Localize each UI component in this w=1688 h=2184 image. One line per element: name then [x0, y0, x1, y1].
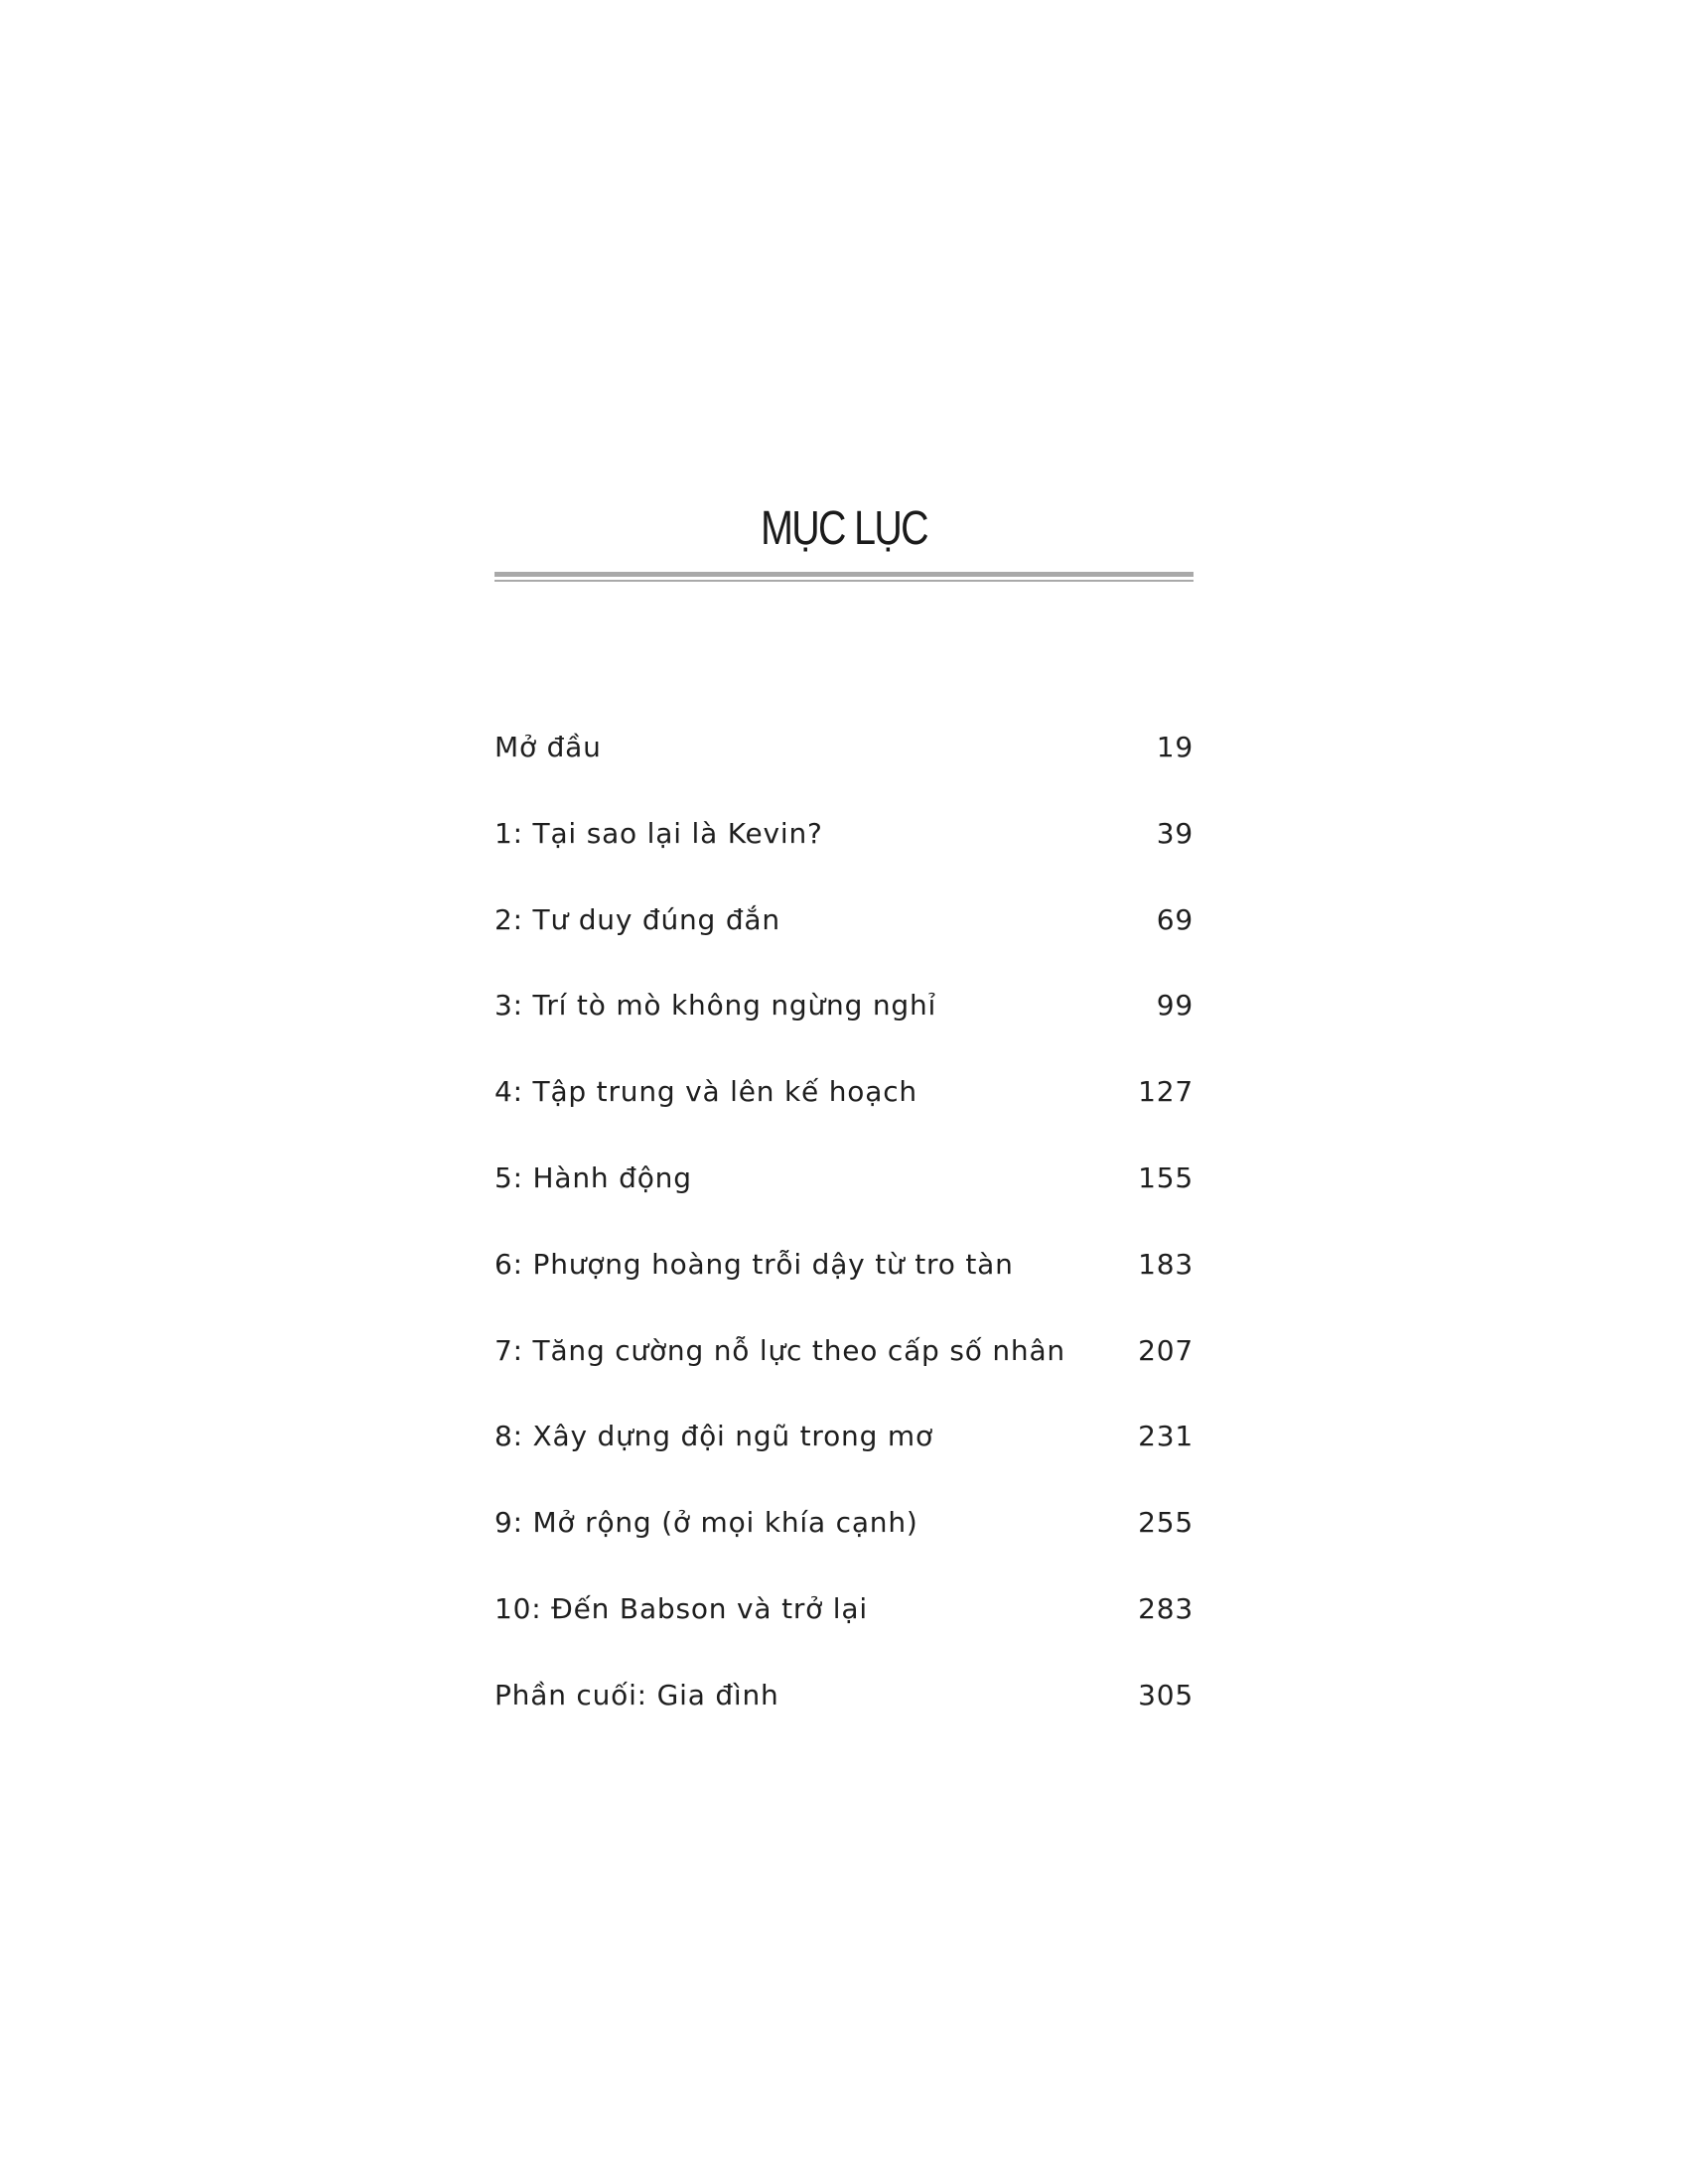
- toc-entry-title: 7: Tăng cường nỗ lực theo cấp số nhân: [494, 1333, 1065, 1367]
- toc-entry-page: 155: [1138, 1160, 1194, 1194]
- toc-entry-page: 69: [1156, 902, 1194, 936]
- toc-entry[interactable]: [494, 1506, 1194, 1592]
- toc-entry-title: 9: Mở rộng (ở mọi khía cạnh): [494, 1506, 918, 1540]
- toc-entry[interactable]: [494, 903, 1194, 990]
- toc-entry[interactable]: [494, 1420, 1194, 1506]
- toc-entry-title: 8: Xây dựng đội ngũ trong mơ: [494, 1420, 933, 1453]
- toc-entry-title: Mở đầu: [494, 731, 602, 763]
- toc-entry[interactable]: [494, 1592, 1194, 1679]
- toc-entry-page: 231: [1138, 1420, 1194, 1453]
- toc-entry-page: 99: [1156, 989, 1194, 1023]
- toc-entry-page: 183: [1138, 1247, 1194, 1281]
- toc-entry[interactable]: [494, 817, 1194, 903]
- toc-entry-title: 10: Đến Babson và trở lại: [494, 1591, 868, 1625]
- toc-entry-page: 207: [1138, 1333, 1194, 1367]
- toc-entry[interactable]: [494, 1161, 1194, 1248]
- toc-entry-title: 1: Tại sao lại là Kevin?: [494, 816, 823, 850]
- toc-entry[interactable]: [494, 1334, 1194, 1421]
- toc-entry-page: 283: [1138, 1591, 1194, 1625]
- toc-entry-title: 2: Tư duy đúng đắn: [494, 902, 780, 936]
- toc-entry-page: 127: [1138, 1075, 1194, 1109]
- toc-entry[interactable]: [494, 1075, 1194, 1161]
- table-of-contents: [494, 731, 1194, 1765]
- toc-entry-title: 6: Phượng hoàng trỗi dậy từ tro tàn: [494, 1247, 1014, 1281]
- title-rule-thin: [494, 580, 1194, 582]
- toc-entry[interactable]: [494, 989, 1194, 1075]
- toc-entry-title: 5: Hành động: [494, 1160, 692, 1194]
- toc-entry-page: 305: [1138, 1678, 1194, 1711]
- toc-entry-title: Phần cuối: Gia đình: [494, 1678, 779, 1711]
- toc-entry-title: 4: Tập trung và lên kế hoạch: [494, 1075, 917, 1109]
- title-rule-thick: [494, 572, 1194, 577]
- toc-entry-page: 255: [1138, 1506, 1194, 1540]
- toc-entry[interactable]: [494, 1248, 1194, 1334]
- toc-entry[interactable]: [494, 731, 1194, 817]
- title-double-rule: [494, 572, 1194, 582]
- page-title: MỤC LỤC: [761, 502, 927, 555]
- toc-entry-page: 39: [1156, 816, 1194, 850]
- toc-entry[interactable]: [494, 1679, 1194, 1765]
- toc-entry-title: 3: Trí tò mò không ngừng nghỉ: [494, 989, 937, 1023]
- toc-entry-page: 19: [1156, 731, 1194, 763]
